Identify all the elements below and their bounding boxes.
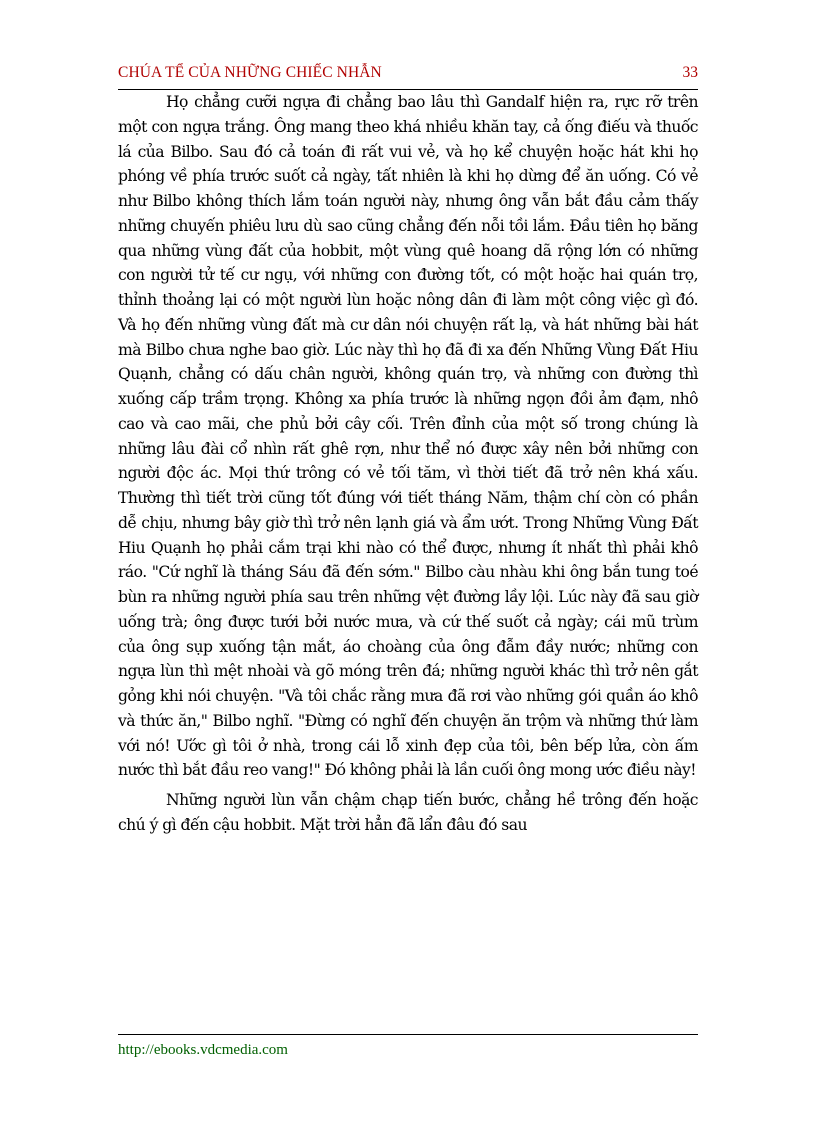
body-text bbox=[118, 90, 698, 838]
book-title: CHÚA TỂ CỦA NHỮNG CHIẾC NHẪN bbox=[118, 64, 382, 81]
page-number: 33 bbox=[682, 64, 698, 81]
page-header bbox=[118, 64, 698, 88]
paragraph: Những người lùn vẫn chậm chạp tiến bước, chẳng hề trông đến hoặc chú ý gì đến cậu hobbit. Mặt trời hẳn đã lẩn đâu đó sau bbox=[118, 791, 698, 834]
paragraph: Họ chẳng cưỡi ngựa đi chẳng bao lâu thì Gandalf hiện ra, rực rỡ trên một con ngựa trắng. Ông mang theo khá nhiều khăn tay, cả ống điếu và thuốc lá của Bilbo. Sau đó cả toán đi rất vui vẻ, và họ kể chuyện hoặc hát khi họ phóng về phía trước suốt cả ngày, tất nhiên là khi họ dừng để ăn uống. Có vẻ như Bilbo không thích lắm toán người này, nhưng ông vẫn bắt đầu cảm thấy những chuyến phiêu lưu dù sao cũng chẳng đến nỗi tồi lắm. Đầu tiên họ băng qua những vùng đất của hobbit, một vùng quê hoang dã rộng lớn có những con người tử tế cư ngụ, với những con đường tốt, có một hoặc hai quán trọ, thỉnh thoảng lại có một người lùn hoặc nông dân đi làm một công việc gì đó. Và họ đến những vùng đất mà cư dân nói chuyện rất lạ, và hát những bài hát mà Bilbo chưa nghe bao giờ. Lúc này thì họ đã đi xa đến Những Vùng Đất Hiu Quạnh, chẳng có dấu chân người, không quán trọ, và những con đường thì xuống cấp trầm trọng. Không xa phía trước là những ngọn đồi ảm đạm, nhô cao và cao mãi, che phủ bởi cây cối. Trên đỉnh của một số trong chúng là những lâu đài cổ nhìn rất ghê rợn, như thể nó được xây nên bởi những con người độc ác. Mọi thứ trông có vẻ tối tăm, vì thời tiết đã trở nên khá xấu. Thường thì tiết trời cũng tốt đúng với tiết tháng Năm, thậm chí còn có phần dễ chịu, nhưng bây giờ thì trở nên lạnh giá và ẩm ướt. Trong Những Vùng Đất Hiu Quạnh họ phải cắm trại khi nào có thể được, nhưng ít nhất thì phải khô ráo. "Cứ nghĩ là tháng Sáu đã đến sớm." Bilbo càu nhàu khi ông bắn tung toé bùn ra những người phía sau trên những vệt đường lầy lội. Lúc này đã sau giờ uống trà; ông được tưới bởi nước mưa, và cứ thế suốt cả ngày; cái mũ trùm của ông sụp xuống tận mắt, áo choàng của ông đẫm đầy nước; những con ngựa lùn thì mệt nhoài và gõ móng trên đá; những người khác thì trở nên gắt gỏng khi nói chuyện. "Và tôi chắc rằng mưa đã rơi vào những gói quần áo khô và thức ăn," Bilbo nghĩ. "Đừng có nghĩ đến chuyện ăn trộm và những thứ làm với nó! Ước gì tôi ở nhà, trong cái lỗ xinh đẹp của tôi, bên bếp lửa, còn ấm nước thì bắt đầu reo vang!" Đó không phải là lần cuối ông mong ước điều này! bbox=[118, 93, 698, 780]
footer-link[interactable]: http://ebooks.vdcmedia.com bbox=[118, 1042, 288, 1058]
footer-divider bbox=[118, 1034, 698, 1035]
